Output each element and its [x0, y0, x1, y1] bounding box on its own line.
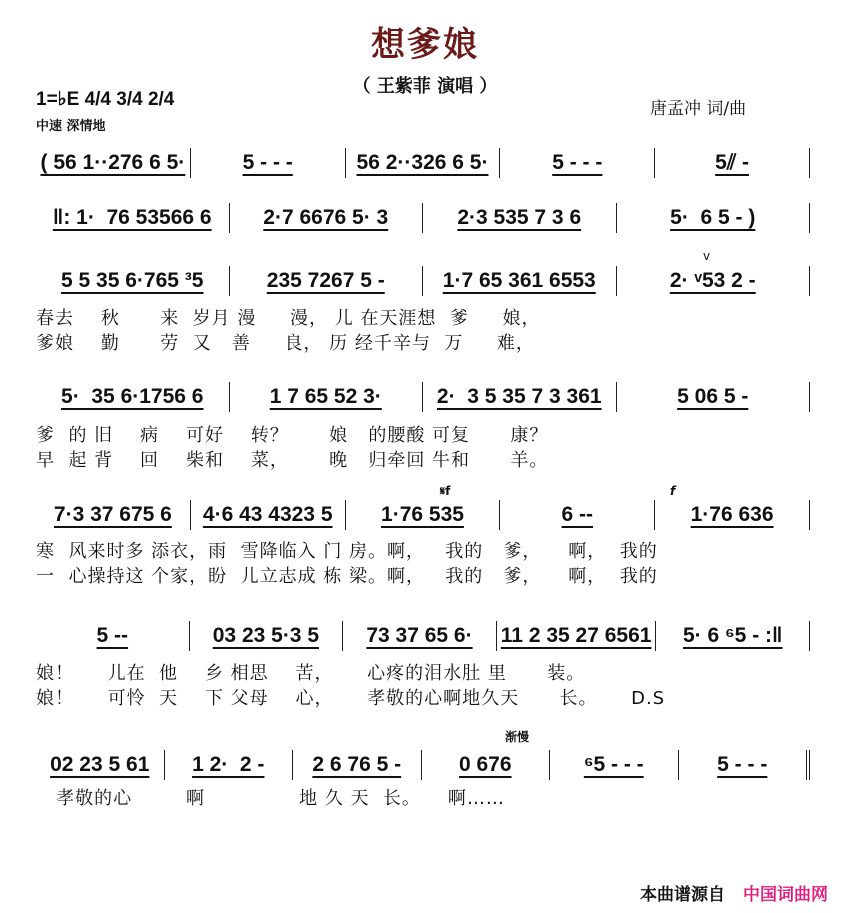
tempo-marking: 中速 深情地 [36, 119, 106, 134]
measure [36, 750, 165, 780]
measure [617, 382, 811, 412]
notation-row [36, 266, 810, 296]
measure [230, 203, 424, 233]
measure [423, 203, 617, 233]
measure-notes: 2· 3 5 35 7 3 361 [436, 385, 602, 408]
measure [165, 750, 294, 780]
measure [36, 266, 230, 296]
measure-notes: 02 23 5 61 [50, 753, 150, 776]
measure [656, 621, 810, 651]
lyrics-line: 娘！ 可怜 天 下 父母 心， 孝敬的心啊地久天 长。 D.S [36, 688, 666, 709]
measure-notes: 5 - - - [717, 753, 768, 776]
performer: （ 王紫菲 演唱 ） [352, 76, 498, 97]
ritardando-mark: 渐慢 [505, 730, 530, 744]
measure [423, 382, 617, 412]
measure-notes: 235 7267 5 - [266, 269, 385, 292]
measure [422, 750, 551, 780]
measure [500, 500, 655, 530]
measure-notes: 2 6 76 5 - [312, 753, 402, 776]
measure-notes: 1·7 65 361 6553 [442, 269, 596, 292]
notation-row [36, 382, 810, 412]
measure [617, 266, 811, 296]
lyrics-line: 春去 秋 来 岁月 漫 漫， 儿 在天涯想 爹 娘， [36, 308, 541, 329]
measure-notes: 2·3 535 7 3 6 [457, 206, 582, 229]
measure-notes: 5· 6 ⁶5 - :‖ [682, 624, 783, 647]
measure-notes: 5 5 35 6·765 ³5 [61, 269, 204, 292]
measure-notes: 5 - - - [552, 151, 603, 174]
measure [293, 750, 422, 780]
measure [36, 500, 191, 530]
notation-row [36, 203, 810, 233]
measure-notes: 1·76 636 [690, 503, 774, 526]
measure [679, 750, 811, 780]
measure [230, 382, 424, 412]
measure [497, 621, 657, 651]
lyrics-line: 一 心操持这 个家，盼 儿立志成 栋 梁。啊， 我的 爹， 啊， 我的 [36, 566, 658, 587]
measure [550, 750, 679, 780]
measure [36, 148, 191, 178]
measure [655, 148, 810, 178]
measure-notes: 5 06 5 - [677, 385, 749, 408]
song-title: 想爹娘 [371, 25, 479, 65]
measure-notes: 73 37 65 6· [366, 624, 473, 647]
lyrics-line: 娘！ 儿在 他 乡 相思 苦， 心疼的泪水肚 里 装。 [36, 663, 586, 684]
breath-mark: v [703, 249, 711, 263]
lyrics-line: 爹娘 勤 劳 又 善 良， 历 经千辛与 万 难， [36, 333, 535, 354]
measure-notes: 7·3 37 675 6 [53, 503, 172, 526]
lyrics-line: 孝敬的心 啊 地 久 天 长。 啊…… [36, 788, 505, 809]
measure [346, 500, 501, 530]
measure-notes: 5· 35 6·1756 6 [61, 385, 204, 408]
measure-notes: ⁶5 - - - [583, 753, 644, 776]
measure-notes: 5 -- [96, 624, 129, 647]
lyrics-line: 爹 的 旧 病 可好 转？ 娘 的腰酸 可复 康？ [36, 425, 549, 446]
measure [500, 148, 655, 178]
source-brand-link[interactable]: 中国词曲网 [743, 885, 828, 905]
measure-notes: 0 676 [458, 753, 512, 776]
measure [36, 203, 230, 233]
measure-notes: 1 7 65 52 3· [269, 385, 382, 408]
measure [191, 500, 346, 530]
measure-notes: 5⫽ - [715, 151, 750, 174]
measure-notes: 5· 6 5 - ) [670, 206, 756, 229]
notation-row [36, 621, 810, 651]
key-signature: 1=♭E 4/4 3/4 2/4 [36, 89, 175, 110]
measure-notes: 56 2··326 6 5· [356, 151, 489, 174]
measure [230, 266, 424, 296]
notation-row [36, 148, 810, 178]
measure-notes: 5 - - - [242, 151, 293, 174]
measure [617, 203, 811, 233]
measure [346, 148, 501, 178]
lyrics-line: 寒 风来时多 添衣，雨 雪降临入 门 房。啊， 我的 爹， 啊， 我的 [36, 541, 658, 562]
footer-source [640, 884, 828, 906]
measure-notes: 6 -- [561, 503, 594, 526]
measure [190, 621, 344, 651]
notation-row [36, 500, 810, 530]
measure [36, 382, 230, 412]
measure-notes: 2·7 6676 5· 3 [263, 206, 389, 229]
lyrics-line: 早 起 背 回 柴和 菜， 晚 归牵回 牛和 羊。 [36, 450, 549, 471]
source-label: 本曲谱源自 [640, 885, 725, 905]
measure [191, 148, 346, 178]
measure [343, 621, 497, 651]
segno-forte-mark: 𝄋f [440, 484, 451, 498]
measure-notes: 03 23 5·3 5 [212, 624, 320, 647]
measure [423, 266, 617, 296]
measure-notes: ( 56 1··276 6 5· [40, 151, 186, 174]
composer-credit: 唐孟冲 词/曲 [650, 99, 747, 119]
measure [655, 500, 810, 530]
measure-notes: 4·6 43 4323 5 [202, 503, 333, 526]
forte-mark: f [670, 484, 676, 498]
measure-notes: 1·76 535 [381, 503, 464, 526]
measure-notes: 1 2· 2 - [192, 753, 265, 776]
measure-notes: 11 2 35 27 6561 [500, 624, 652, 647]
notation-row [36, 750, 810, 780]
measure [36, 621, 190, 651]
measure-notes: 2· ᵛ53 2 - [669, 269, 756, 292]
measure-notes: ‖: 1· 76 53566 6 [52, 206, 212, 229]
